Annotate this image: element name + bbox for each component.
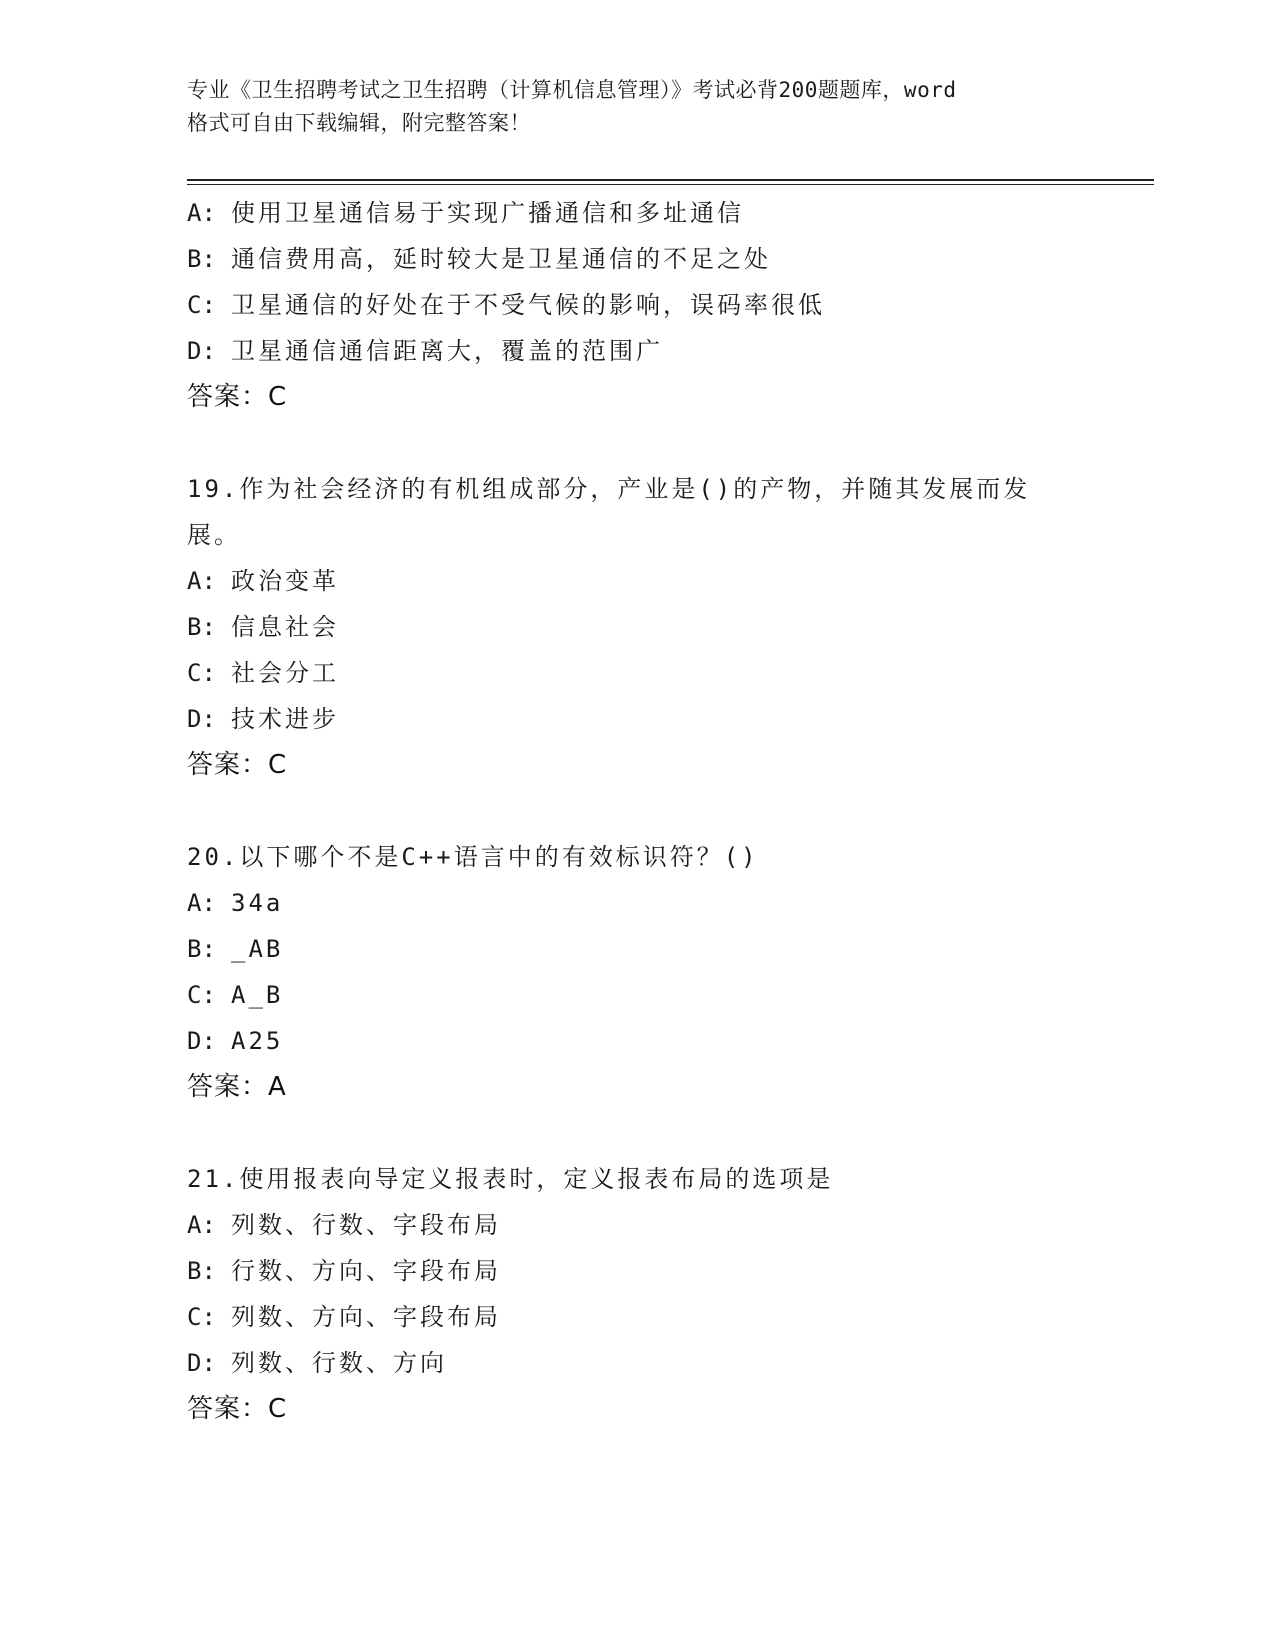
option-text: 卫星通信通信距离大，覆盖的范围广 <box>231 337 663 365</box>
option-key: D: <box>187 1349 216 1377</box>
option-text: 政治变革 <box>231 567 339 595</box>
option-key: B: <box>187 935 216 963</box>
question-text: 21.使用报表向导定义报表时，定义报表布局的选项是 <box>187 1165 834 1193</box>
option-text: 技术进步 <box>231 705 339 733</box>
option-text: 卫星通信的好处在于不受气候的影响，误码率很低 <box>231 291 825 319</box>
question-19 <box>187 466 1087 788</box>
option-text: A_B <box>231 981 284 1009</box>
option-a <box>187 558 1087 604</box>
option-key: B: <box>187 245 216 273</box>
question-list <box>187 190 1087 1432</box>
question-text-line-2: 展。 <box>187 521 241 549</box>
option-key: C: <box>187 659 216 687</box>
header-rule-thick <box>187 179 1154 181</box>
option-key: B: <box>187 613 216 641</box>
option-key: A: <box>187 889 216 917</box>
option-d <box>187 328 1087 374</box>
option-text: 使用卫星通信易于实现广播通信和多址通信 <box>231 199 744 227</box>
header-line-1: 专业《卫生招聘考试之卫生招聘（计算机信息管理）》考试必背200题题库，word <box>187 78 957 102</box>
option-c <box>187 650 1087 696</box>
option-key: C: <box>187 981 216 1009</box>
question-text: 20.以下哪个不是C++语言中的有效标识符？() <box>187 843 759 871</box>
option-key: D: <box>187 1027 216 1055</box>
option-text: 信息社会 <box>231 613 339 641</box>
option-key: D: <box>187 337 216 365</box>
option-d <box>187 1340 1087 1386</box>
answer-line: 答案：A <box>187 1072 287 1102</box>
option-key: A: <box>187 567 216 595</box>
option-text: 列数、行数、方向 <box>231 1349 447 1377</box>
option-a <box>187 1202 1087 1248</box>
option-key: D: <box>187 705 216 733</box>
question-20 <box>187 834 1087 1110</box>
option-text: _AB <box>231 935 284 963</box>
question-text-line-1: 19.作为社会经济的有机组成部分，产业是()的产物，并随其发展而发 <box>187 475 1031 503</box>
document-header <box>187 74 1087 140</box>
option-c <box>187 282 1087 328</box>
option-b <box>187 236 1087 282</box>
header-rule-thin <box>187 184 1154 185</box>
spacer <box>187 420 1087 466</box>
spacer <box>187 1110 1087 1156</box>
option-text: 行数、方向、字段布局 <box>231 1257 501 1285</box>
option-text: A25 <box>231 1027 284 1055</box>
option-text: 列数、方向、字段布局 <box>231 1303 501 1331</box>
option-b <box>187 604 1087 650</box>
spacer <box>187 788 1087 834</box>
answer-line: 答案：C <box>187 750 288 780</box>
option-text: 社会分工 <box>231 659 339 687</box>
option-key: B: <box>187 1257 216 1285</box>
question-18 <box>187 190 1087 420</box>
header-line-2: 格式可自由下载编辑，附完整答案！ <box>187 111 531 135</box>
option-d <box>187 1018 1087 1064</box>
option-b <box>187 1248 1087 1294</box>
option-a <box>187 190 1087 236</box>
option-text: 34a <box>231 889 284 917</box>
answer-line: 答案：C <box>187 1394 288 1424</box>
option-c <box>187 1294 1087 1340</box>
option-d <box>187 696 1087 742</box>
answer-line: 答案：C <box>187 382 288 412</box>
option-b <box>187 926 1087 972</box>
option-key: A: <box>187 1211 216 1239</box>
option-text: 列数、行数、字段布局 <box>231 1211 501 1239</box>
option-key: A: <box>187 199 216 227</box>
option-key: C: <box>187 1303 216 1331</box>
option-key: C: <box>187 291 216 319</box>
question-21 <box>187 1156 1087 1432</box>
option-c <box>187 972 1087 1018</box>
option-text: 通信费用高，延时较大是卫星通信的不足之处 <box>231 245 771 273</box>
option-a <box>187 880 1087 926</box>
